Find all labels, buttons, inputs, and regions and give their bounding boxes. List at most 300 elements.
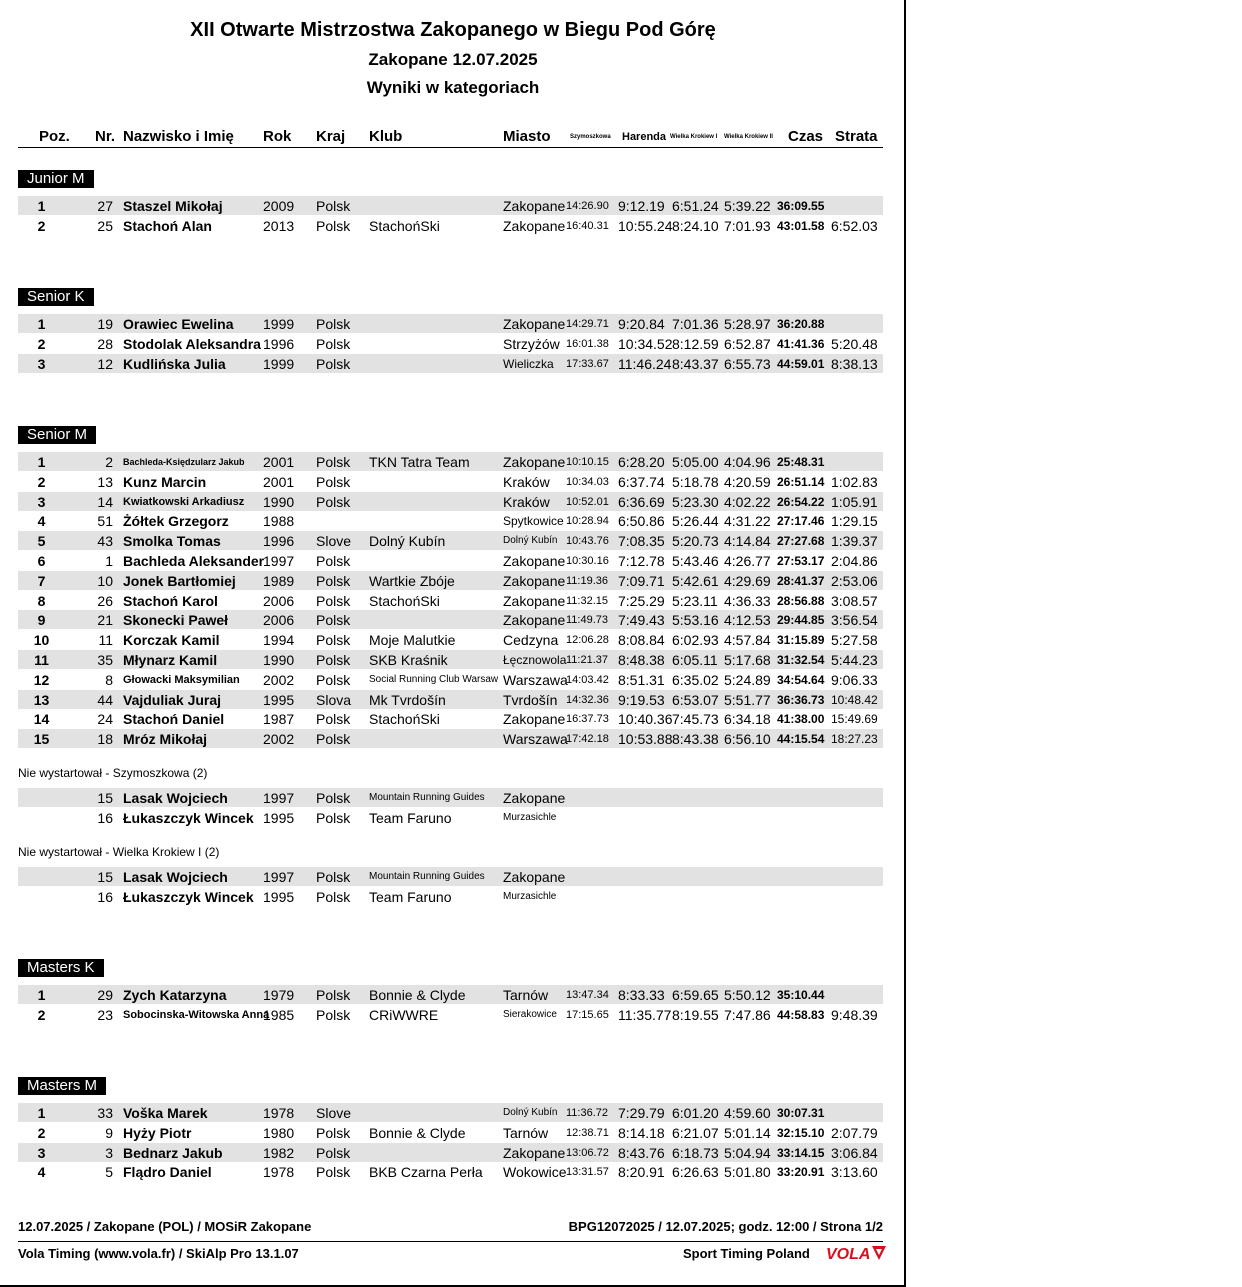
split-wielka-krokiew-1: 5:23.11 (672, 592, 718, 609)
position: 5 (37, 533, 46, 550)
category-label: Junior M (18, 170, 94, 188)
club: Bonnie & Clyde (369, 987, 466, 1003)
country: Polsk (316, 711, 351, 728)
bib-number: 23 (97, 1006, 113, 1023)
split-szymoszkowa: 12:06.28 (566, 634, 609, 647)
bib-number: 33 (97, 1105, 113, 1121)
split-szymoszkowa: 14:26.90 (566, 200, 609, 212)
birth-year: 1988 (263, 513, 295, 530)
col-miasto: Miasto (503, 128, 551, 145)
total-time: 27:53.17 (777, 554, 825, 568)
birth-year: 2001 (263, 454, 295, 470)
athlete-name: Voška Marek (123, 1105, 208, 1121)
col-czas: Czas (788, 128, 824, 145)
city: Zakopane (503, 869, 566, 885)
country: Polsk (316, 1006, 351, 1023)
bib-number: 1 (105, 553, 113, 569)
split-harenda: 6:36.69 (618, 493, 665, 510)
time-gap: 1:05.91 (831, 493, 878, 510)
dns-row (18, 788, 883, 807)
result-row (18, 511, 883, 530)
country: Polsk (316, 869, 351, 885)
split-harenda: 10:40.36 (618, 711, 673, 728)
time-gap: 10:48.42 (831, 692, 878, 707)
country: Polsk (316, 572, 351, 589)
club: Moje Malutkie (369, 632, 456, 649)
total-time: 34:54.64 (777, 672, 825, 687)
time-gap: 2:04.86 (831, 553, 878, 569)
event-date: Zakopane 12.07.2025 (368, 50, 538, 69)
split-wielka-krokiew-2: 5:01.80 (724, 1164, 771, 1181)
birth-year: 1995 (263, 888, 295, 905)
results-subtitle: Wyniki w kategoriach (366, 78, 540, 97)
split-wielka-krokiew-2: 4:26.77 (724, 553, 771, 569)
city: Łęcznowola (503, 653, 567, 667)
bib-number: 28 (97, 335, 113, 352)
time-gap: 1:29.15 (831, 513, 878, 530)
split-wielka-krokiew-1: 5:18.78 (672, 473, 719, 490)
position: 2 (37, 217, 46, 234)
birth-year: 1982 (263, 1144, 295, 1161)
split-szymoszkowa: 11:19.36 (566, 574, 609, 587)
bib-number: 43 (97, 533, 113, 550)
time-gap: 5:20.48 (831, 335, 878, 352)
result-row (18, 591, 883, 610)
birth-year: 1997 (263, 869, 295, 885)
position: 13 (33, 691, 50, 708)
split-wielka-krokiew-1: 5:23.30 (672, 493, 719, 510)
time-gap: 1:39.37 (831, 533, 878, 550)
city: Zakopane (503, 790, 566, 806)
col-kraj: Kraj (316, 128, 346, 145)
bib-number: 8 (105, 671, 113, 688)
athlete-name: Smolka Tomas (123, 533, 221, 550)
category-label: Senior K (18, 288, 94, 306)
club: StachońSki (369, 711, 440, 728)
city: Zakopane (503, 711, 566, 728)
split-wielka-krokiew-2: 4:20.59 (724, 473, 771, 490)
bib-number: 5 (105, 1164, 113, 1181)
birth-year: 2002 (263, 731, 295, 748)
split-wielka-krokiew-2: 7:01.93 (724, 217, 771, 234)
split-harenda: 8:48.38 (618, 652, 665, 668)
time-gap: 6:52.03 (831, 217, 878, 234)
split-szymoszkowa: 17:42.18 (566, 733, 609, 746)
position: 15 (33, 731, 50, 748)
total-time: 33:14.15 (777, 1145, 825, 1160)
total-time: 26:54.22 (777, 494, 825, 509)
total-time: 27:27.68 (777, 534, 825, 549)
footer-event-info: 12.07.2025 / Zakopane (POL) / MOSiR Zakopane (18, 1219, 312, 1234)
position: 1 (37, 1105, 46, 1121)
result-row (18, 531, 883, 550)
footer-race-info: BPG12072025 / 12.07.2025; godz. 12:00 / Strona 1/2 (568, 1219, 883, 1234)
city: Murzasichle (503, 811, 557, 823)
split-szymoszkowa: 10:10.15 (566, 456, 609, 468)
total-time: 35:10.44 (777, 988, 825, 1002)
col-nr: Nr. (95, 128, 116, 145)
footer-divider (18, 1241, 883, 1242)
split-wielka-krokiew-1: 6:18.73 (672, 1144, 719, 1161)
bib-number: 21 (97, 612, 113, 629)
split-wielka-krokiew-2: 5:50.12 (724, 987, 771, 1003)
position: 1 (37, 454, 46, 470)
split-szymoszkowa: 17:33.67 (566, 357, 609, 370)
birth-year: 1996 (263, 533, 295, 550)
result-row (18, 472, 883, 491)
club: Wartkie Zbóje (369, 572, 455, 589)
result-row (18, 196, 883, 215)
total-time: 43:01.58 (777, 218, 825, 233)
split-harenda: 7:29.79 (618, 1105, 665, 1121)
country: Polsk (316, 1164, 351, 1181)
bib-number: 2 (105, 454, 113, 470)
club: Mountain Running Guides (369, 871, 485, 882)
split-wielka-krokiew-1: 8:24.10 (672, 217, 719, 234)
birth-year: 2006 (263, 592, 295, 609)
bib-number: 44 (97, 691, 113, 708)
city: Tarnów (503, 1124, 549, 1141)
city: Wokowice (503, 1164, 567, 1181)
bib-number: 24 (97, 711, 113, 728)
birth-year: 2001 (263, 473, 295, 490)
position: 2 (37, 473, 46, 490)
bib-number: 15 (97, 869, 113, 885)
total-time: 41:38.00 (777, 712, 825, 727)
split-harenda: 10:53.88 (618, 731, 673, 748)
bib-number: 19 (97, 316, 113, 332)
bib-number: 13 (97, 473, 113, 490)
country: Polsk (316, 790, 351, 806)
athlete-name: Sobocinska-Witowska Anna (123, 1008, 270, 1021)
split-wielka-krokiew-2: 6:56.10 (724, 731, 771, 748)
col-name: Nazwisko i Imię (123, 128, 234, 145)
split-szymoszkowa: 10:52.01 (566, 495, 609, 508)
split-harenda: 8:33.33 (618, 987, 665, 1003)
col-t1: Szymoszkowa (570, 134, 611, 140)
split-szymoszkowa: 12:38.71 (566, 1126, 609, 1139)
split-wielka-krokiew-2: 5:17.68 (724, 652, 771, 668)
position: 8 (37, 592, 46, 609)
split-wielka-krokiew-2: 5:24.89 (724, 671, 771, 688)
split-wielka-krokiew-2: 7:47.86 (724, 1006, 771, 1023)
athlete-name: Lasak Wojciech (123, 869, 228, 885)
position: 3 (37, 1144, 46, 1161)
split-szymoszkowa: 11:36.72 (566, 1107, 609, 1119)
city: Zakopane (503, 612, 566, 629)
time-gap: 9:48.39 (831, 1006, 878, 1023)
header-divider (18, 147, 883, 148)
birth-year: 1989 (263, 572, 295, 589)
position: 11 (34, 652, 49, 668)
country: Polsk (316, 652, 351, 668)
result-row (18, 670, 883, 689)
birth-year: 1978 (263, 1164, 295, 1181)
country: Polsk (316, 671, 351, 688)
city: Dolný Kubín (503, 1107, 558, 1118)
athlete-name: Żółtek Grzegorz (123, 513, 229, 530)
split-harenda: 11:46.24 (618, 355, 672, 372)
city: Kraków (503, 493, 550, 510)
country: Polsk (316, 198, 351, 214)
result-row (18, 216, 883, 235)
country: Polsk (316, 473, 351, 490)
country: Polsk (316, 612, 351, 629)
split-wielka-krokiew-1: 6:01.20 (672, 1105, 719, 1121)
position: 4 (37, 513, 46, 530)
city: Zakopane (503, 316, 566, 332)
birth-year: 2002 (263, 671, 295, 688)
birth-year: 1994 (263, 632, 295, 649)
country: Polsk (316, 809, 351, 826)
athlete-name: Vajduliak Juraj (123, 691, 222, 708)
club: Mk Tvrdošín (369, 691, 446, 708)
split-wielka-krokiew-1: 5:05.00 (672, 454, 719, 470)
split-szymoszkowa: 16:01.38 (566, 337, 609, 350)
city: Zakopane (503, 454, 566, 470)
result-row (18, 1103, 883, 1122)
club: StachońSki (369, 217, 440, 234)
club: Dolný Kubín (369, 533, 446, 550)
result-row (18, 709, 883, 728)
col-t4: Wielka Krokiew II (724, 134, 773, 140)
total-time: 44:59.01 (777, 356, 825, 371)
split-wielka-krokiew-1: 5:20.73 (672, 533, 719, 550)
birth-year: 1999 (263, 316, 295, 332)
position: 6 (37, 553, 46, 569)
athlete-name: Jonek Bartłomiej (123, 572, 236, 589)
result-row (18, 630, 883, 649)
country: Polsk (316, 731, 351, 748)
col-klub: Klub (369, 128, 403, 145)
bib-number: 10 (97, 572, 113, 589)
split-wielka-krokiew-2: 4:12.53 (724, 612, 771, 629)
split-wielka-krokiew-1: 6:53.07 (672, 691, 719, 708)
city: Zakopane (503, 592, 566, 609)
country: Polsk (316, 592, 351, 609)
bib-number: 14 (97, 493, 113, 510)
country: Polsk (316, 454, 351, 470)
split-wielka-krokiew-1: 5:43.46 (672, 553, 719, 569)
country: Polsk (316, 316, 351, 332)
category-label: Senior M (18, 426, 96, 444)
bib-number: 25 (97, 217, 113, 234)
total-time: 32:15.10 (777, 1125, 825, 1140)
birth-year: 2006 (263, 612, 295, 629)
athlete-name: Bednarz Jakub (123, 1144, 223, 1161)
split-szymoszkowa: 13:31.57 (566, 1166, 609, 1179)
athlete-name: Łukaszczyk Wincek (123, 888, 254, 905)
result-row (18, 492, 883, 511)
birth-year: 1979 (263, 987, 295, 1003)
split-harenda: 6:28.20 (618, 454, 665, 470)
result-row (18, 690, 883, 709)
position: 2 (37, 1124, 46, 1141)
split-wielka-krokiew-2: 4:29.69 (724, 572, 771, 589)
athlete-name: Młynarz Kamil (123, 652, 218, 668)
result-row (18, 610, 883, 629)
bib-number: 12 (97, 355, 113, 372)
athlete-name: Korczak Kamil (123, 632, 220, 649)
country: Polsk (316, 632, 351, 649)
birth-year: 1978 (263, 1105, 295, 1121)
country: Polsk (316, 355, 351, 372)
athlete-name: Stachoń Daniel (123, 711, 225, 728)
split-harenda: 7:09.71 (618, 572, 665, 589)
result-row (18, 551, 883, 570)
birth-year: 1990 (263, 493, 295, 510)
country: Slove (316, 533, 352, 550)
dns-row (18, 867, 883, 886)
total-time: 44:58.83 (777, 1007, 825, 1022)
footer-company: Sport Timing Poland (683, 1246, 810, 1261)
position: 1 (37, 198, 46, 214)
bib-number: 18 (97, 731, 113, 748)
total-time: 36:36.73 (777, 692, 825, 707)
col-t2: Harenda (622, 131, 667, 143)
split-szymoszkowa: 14:32.36 (566, 693, 609, 706)
athlete-name: Stachoń Karol (123, 592, 218, 609)
bib-number: 3 (105, 1144, 113, 1161)
split-wielka-krokiew-1: 6:21.07 (672, 1124, 719, 1141)
total-time: 27:17.46 (777, 514, 825, 529)
vola-logo-text: VOLA (826, 1246, 871, 1262)
club: TKN Tatra Team (369, 454, 470, 470)
athlete-name: Kunz Marcin (123, 473, 207, 490)
split-szymoszkowa: 11:21.37 (566, 654, 609, 666)
birth-year: 2009 (263, 198, 295, 214)
split-wielka-krokiew-1: 7:45.73 (672, 711, 719, 728)
dns-row (18, 808, 883, 827)
split-wielka-krokiew-1: 7:01.36 (672, 316, 719, 332)
country: Polsk (316, 335, 351, 352)
total-time: 36:09.55 (777, 199, 825, 213)
split-wielka-krokiew-2: 4:14.84 (724, 533, 771, 550)
split-wielka-krokiew-2: 4:02.22 (724, 493, 771, 510)
bib-number: 51 (97, 513, 113, 530)
position: 3 (37, 355, 46, 372)
time-gap: 5:44.23 (831, 652, 878, 668)
country: Polsk (316, 987, 351, 1003)
city: Zakopane (503, 217, 566, 234)
split-szymoszkowa: 14:03.42 (566, 673, 609, 686)
bib-number: 26 (97, 592, 113, 609)
split-wielka-krokiew-1: 6:05.11 (672, 652, 718, 668)
time-gap: 3:13.60 (831, 1164, 878, 1181)
bib-number: 27 (97, 198, 113, 214)
split-wielka-krokiew-2: 4:04.96 (724, 454, 771, 470)
athlete-name: Zych Katarzyna (123, 987, 227, 1003)
position: 3 (37, 493, 46, 510)
bib-number: 16 (97, 888, 113, 905)
split-wielka-krokiew-2: 5:28.97 (724, 316, 771, 332)
club: CRiWWRE (369, 1006, 439, 1023)
col-poz: Poz. (39, 128, 70, 145)
split-wielka-krokiew-2: 4:36.33 (724, 592, 771, 609)
club: Team Faruno (369, 809, 452, 826)
city: Warszawa (503, 731, 568, 748)
city: Zakopane (503, 198, 566, 214)
birth-year: 1995 (263, 691, 295, 708)
split-wielka-krokiew-1: 6:51.24 (672, 198, 719, 214)
birth-year: 2013 (263, 217, 295, 234)
birth-year: 1990 (263, 652, 295, 668)
country: Polsk (316, 888, 351, 905)
city: Kraków (503, 473, 550, 490)
result-row (18, 354, 883, 373)
total-time: 28:41.37 (777, 573, 825, 588)
split-wielka-krokiew-1: 6:35.02 (672, 671, 719, 688)
city: Cedzyna (503, 632, 559, 649)
bib-number: 35 (97, 652, 113, 668)
club: BKB Czarna Perła (369, 1164, 483, 1181)
birth-year: 1985 (263, 1006, 295, 1023)
split-wielka-krokiew-1: 6:26.63 (672, 1164, 719, 1181)
city: Tarnów (503, 987, 549, 1003)
split-szymoszkowa: 16:40.31 (566, 219, 609, 232)
total-time: 30:07.31 (777, 1106, 825, 1120)
result-row (18, 729, 883, 748)
split-wielka-krokiew-2: 6:52.87 (724, 335, 771, 352)
athlete-name: Mróz Mikołaj (123, 731, 208, 748)
col-rok: Rok (263, 128, 292, 145)
split-szymoszkowa: 10:43.76 (566, 535, 609, 548)
position: 1 (37, 987, 46, 1003)
time-gap: 2:53.06 (831, 572, 878, 589)
split-harenda: 8:08.84 (618, 632, 665, 649)
time-gap: 1:02.83 (831, 473, 878, 490)
birth-year: 1987 (263, 711, 295, 728)
split-harenda: 9:20.84 (618, 316, 665, 332)
birth-year: 1999 (263, 355, 295, 372)
split-wielka-krokiew-2: 5:51.77 (724, 691, 771, 708)
split-szymoszkowa: 10:30.16 (566, 555, 609, 567)
split-harenda: 7:12.78 (618, 553, 665, 569)
split-harenda: 11:35.77 (618, 1006, 672, 1023)
split-wielka-krokiew-1: 6:02.93 (672, 632, 719, 649)
split-harenda: 7:49.43 (618, 612, 665, 629)
country: Slove (316, 1105, 352, 1121)
athlete-name: Głowacki Maksymilian (123, 673, 240, 686)
result-row (18, 314, 883, 333)
athlete-name: Orawiec Ewelina (123, 316, 234, 332)
bib-number: 29 (97, 987, 113, 1003)
bib-number: 11 (98, 632, 113, 649)
result-row (18, 1123, 883, 1142)
club: SKB Kraśnik (369, 652, 448, 668)
birth-year: 1995 (263, 809, 295, 826)
bib-number: 9 (105, 1124, 113, 1141)
city: Tvrdošín (503, 691, 558, 708)
total-time: 41:41.36 (777, 336, 825, 351)
position: 2 (37, 335, 46, 352)
split-harenda: 7:08.35 (618, 533, 665, 550)
category-label: Masters K (18, 959, 104, 977)
time-gap: 3:56.54 (831, 612, 878, 629)
birth-year: 1980 (263, 1124, 295, 1141)
bib-number: 15 (97, 790, 113, 806)
result-row (18, 334, 883, 353)
total-time: 28:56.88 (777, 593, 825, 608)
vola-logo (826, 1244, 886, 1262)
city: Strzyżów (503, 335, 560, 352)
dns-row (18, 887, 883, 906)
city: Spytkowice (503, 514, 564, 529)
split-szymoszkowa: 17:15.65 (566, 1008, 609, 1021)
time-gap: 18:27.23 (831, 732, 878, 747)
athlete-name: Stachoń Alan (123, 217, 212, 234)
split-szymoszkowa: 16:37.73 (566, 713, 609, 726)
